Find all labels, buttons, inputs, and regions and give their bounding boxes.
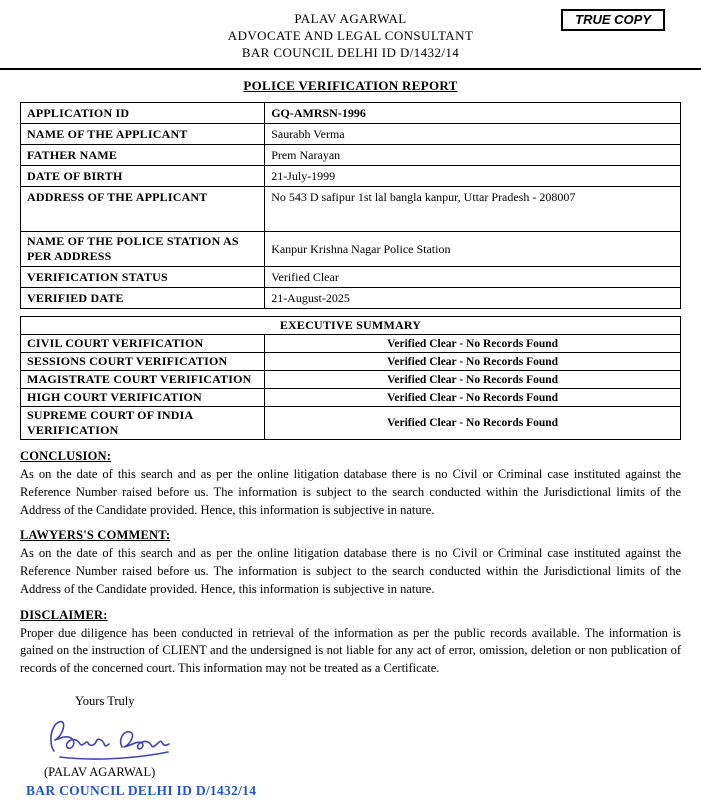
section-body: As on the date of this search and as per the online litigation database there is no Civil or Criminal case instituted against the Reference Number raised before us. The information is subject to the search conducted within the Jurisdictional limits of the Address of the Candidate provided. Hence, this information is subjective in nature. <box>20 467 681 517</box>
field-label: CIVIL COURT VERIFICATION <box>21 335 265 353</box>
field-value: Kanpur Krishna Nagar Police Station <box>265 232 681 267</box>
table-row <box>21 124 681 145</box>
signature-image <box>42 713 681 765</box>
field-value: Verified Clear - No Records Found <box>265 389 681 407</box>
table-row <box>21 267 681 288</box>
field-value: Verified Clear - No Records Found <box>265 353 681 371</box>
field-value: Verified Clear - No Records Found <box>265 335 681 353</box>
executive-summary-title: EXECUTIVE SUMMARY <box>21 317 681 335</box>
table-row <box>21 371 681 389</box>
field-value: Verified Clear - No Records Found <box>265 371 681 389</box>
table-row <box>21 389 681 407</box>
document-content <box>0 102 701 799</box>
header-divider <box>0 68 701 70</box>
table-row <box>21 166 681 187</box>
field-label: SUPREME COURT OF INDIA VERIFICATION <box>21 407 265 440</box>
page-title: POLICE VERIFICATION REPORT <box>243 78 458 93</box>
table-row <box>21 145 681 166</box>
advocate-name: PALAV AGARWAL <box>294 11 407 26</box>
footer-bar-id: BAR COUNCIL DELHI ID D/1432/14 <box>26 782 257 798</box>
section-heading: CONCLUSION: <box>20 449 112 463</box>
table-row <box>21 335 681 353</box>
conclusion-section <box>20 449 681 519</box>
field-value: Prem Narayan <box>265 145 681 166</box>
field-label: MAGISTRATE COURT VERIFICATION <box>21 371 265 389</box>
table-row <box>21 103 681 124</box>
section-heading: LAWYERS'S COMMENT: <box>20 528 171 543</box>
applicant-details-table <box>20 102 681 309</box>
advocate-title: ADVOCATE AND LEGAL CONSULTANT <box>227 28 474 43</box>
field-value: Saurabh Verma <box>265 124 681 145</box>
section-body: Proper due diligence has been conducted in retrieval of the information as per the public records available. The information is gained on the instruction of CLIENT and the undersigned is not liable for any act of error, omission, deletion or non publication of records of the concerned court. This information may not be treated as a Certificate. <box>20 625 681 675</box>
lawyers-comment-section <box>20 528 681 598</box>
table-row <box>21 232 681 267</box>
signature-svg <box>42 713 182 765</box>
field-label: NAME OF THE APPLICANT <box>21 124 265 145</box>
field-value: No 543 D safipur 1st lal bangla kanpur, Uttar Pradesh - 208007 <box>265 187 681 232</box>
field-label: FATHER NAME <box>21 145 265 166</box>
field-label: APPLICATION ID <box>21 103 265 124</box>
field-value: Verified Clear <box>265 267 681 288</box>
signatory-name: (PALAV AGARWAL) <box>44 764 156 779</box>
field-label: VERIFICATION STATUS <box>21 267 265 288</box>
closing-salutation: Yours Truly <box>75 693 135 708</box>
table-row <box>21 353 681 371</box>
true-copy-stamp: TRUE COPY <box>561 9 665 31</box>
field-label: VERIFIED DATE <box>21 288 265 309</box>
section-body: As on the date of this search and as per the online litigation database there is no Civil or Criminal case instituted against the Reference Number raised before us. The information is subject to the search conducted within the Jurisdictional limits of the Address of the Candidate provided. Hence, this information is subjective in nature. <box>20 546 681 596</box>
table-row <box>21 187 681 232</box>
disclaimer-section <box>20 608 681 678</box>
field-label: ADDRESS OF THE APPLICANT <box>21 187 265 232</box>
field-value: GQ-AMRSN-1996 <box>265 103 681 124</box>
executive-summary-table <box>20 316 681 440</box>
field-value: Verified Clear - No Records Found <box>265 407 681 440</box>
field-value: 21-August-2025 <box>265 288 681 309</box>
section-heading: DISCLAIMER: <box>20 607 108 622</box>
table-row <box>21 288 681 309</box>
field-label: HIGH COURT VERIFICATION <box>21 389 265 407</box>
field-value: 21-July-1999 <box>265 166 681 187</box>
field-label: NAME OF THE POLICE STATION AS PER ADDRESS <box>21 232 265 267</box>
table-header-row <box>21 317 681 335</box>
table-row <box>21 407 681 440</box>
field-label: SESSIONS COURT VERIFICATION <box>21 353 265 371</box>
letterhead-bar-id: BAR COUNCIL DELHI ID D/1432/14 <box>241 45 460 60</box>
field-label: DATE OF BIRTH <box>21 166 265 187</box>
